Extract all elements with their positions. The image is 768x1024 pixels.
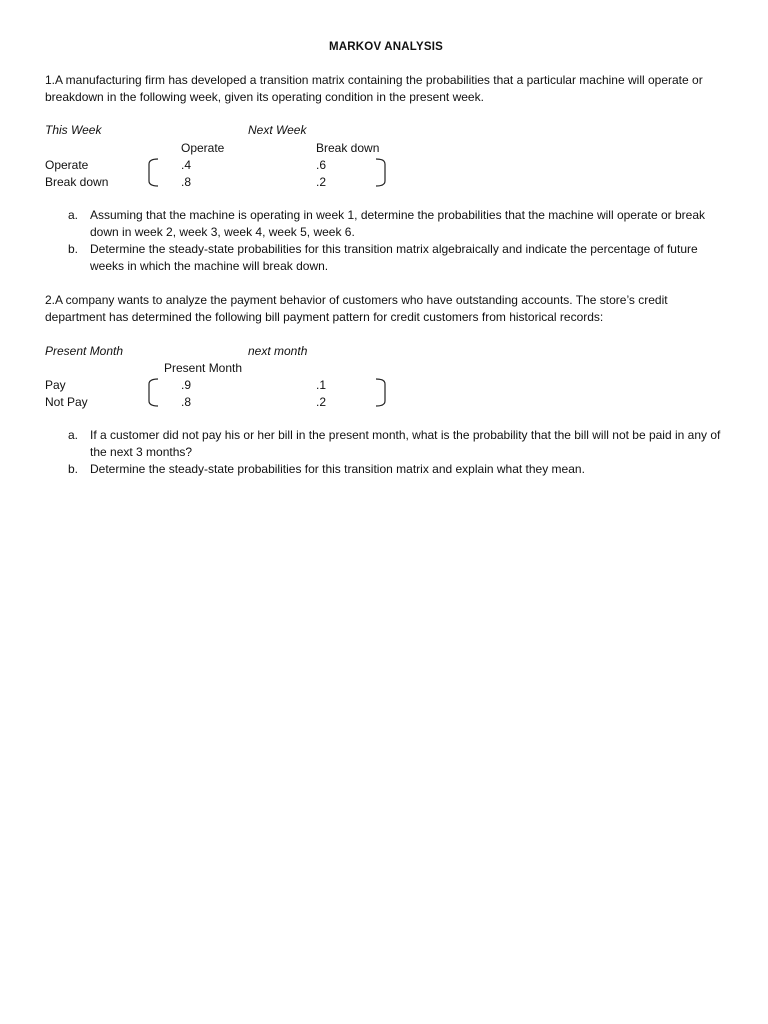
q2-item-a-text: If a customer did not pay his or her bill in the present month, what is the probability that the bill will not be paid in any of the next 3 months? [90, 428, 721, 459]
q1-col-breakdown: Break down [316, 141, 380, 155]
q2-item-a [68, 427, 728, 461]
page-title: MARKOV ANALYSIS [329, 41, 443, 53]
q2-sub-header: Present Month [164, 361, 243, 375]
q1-cell-1-0: .8 [181, 175, 192, 189]
q2-item-b-marker: b. [68, 462, 79, 476]
q1-item-a-marker: a. [68, 208, 79, 222]
question-2-text: 2.A company wants to analyze the payment behavior of customers who have outstanding accounts. The store’s credit department has determined the following bill payment pattern for credit customers from historical records: [45, 293, 668, 324]
q1-right-bracket [374, 157, 388, 189]
q1-row-label-breakdown: Break down [45, 175, 109, 189]
q1-cell-1-1: .2 [316, 175, 327, 189]
q2-cell-0-0: .9 [181, 378, 192, 392]
q1-left-bracket [146, 157, 160, 189]
q2-item-b [68, 461, 728, 478]
q2-row-label-pay: Pay [45, 378, 66, 392]
q1-item-b-text: Determine the steady-state probabilities for this transition matrix algebraically and indicate the percentage of future weeks in which the machine will break down. [90, 242, 698, 273]
q1-row-label-operate: Operate [45, 158, 89, 172]
q1-col-header: Next Week [248, 123, 307, 137]
q2-item-a-marker: a. [68, 428, 79, 442]
q1-item-a-text: Assuming that the machine is operating in week 1, determine the probabilities that the machine will operate or break down in week 2, week 3, week 4, week 5, week 6. [90, 208, 706, 239]
q2-left-bracket [146, 377, 160, 409]
q2-right-bracket [374, 377, 388, 409]
q1-row-header: This Week [45, 123, 102, 137]
q2-cell-0-1: .1 [316, 378, 327, 392]
q1-item-b-marker: b. [68, 242, 79, 256]
q2-col-header: next month [248, 344, 308, 358]
q1-cell-0-1: .6 [316, 158, 327, 172]
q2-item-b-text: Determine the steady-state probabilities for this transition matrix and explain what they mean. [90, 462, 585, 476]
q2-cell-1-1: .2 [316, 395, 327, 409]
q1-cell-0-0: .4 [181, 158, 192, 172]
q1-item-b [68, 241, 728, 275]
q1-item-a [68, 207, 728, 241]
q2-row-header: Present Month [45, 344, 124, 358]
q2-cell-1-0: .8 [181, 395, 192, 409]
q1-col-operate: Operate [181, 141, 225, 155]
q2-row-label-notpay: Not Pay [45, 395, 88, 409]
question-1-text: 1.A manufacturing firm has developed a transition matrix containing the probabilities that a particular machine will operate or breakdown in the following week, given its operating condition in the present week. [45, 73, 703, 104]
